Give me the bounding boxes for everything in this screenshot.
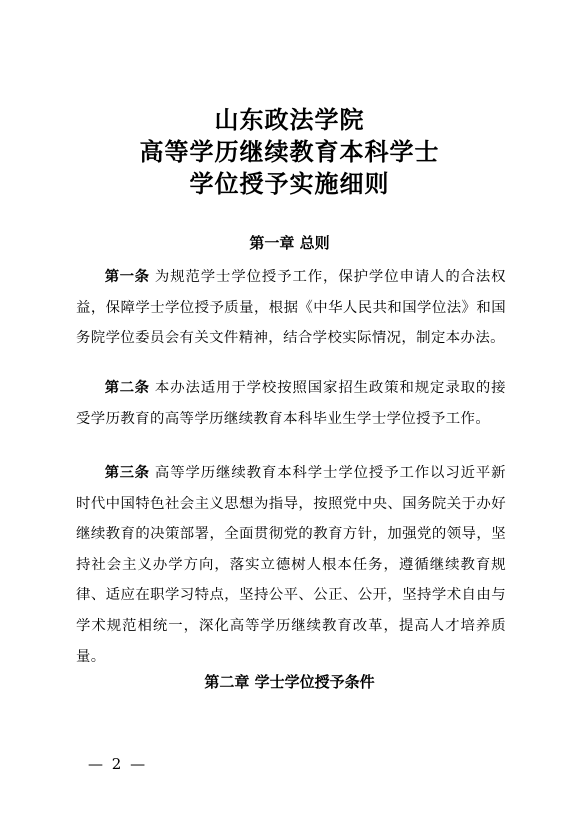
article-3-text: 高等学历继续教育本科学士学位授予工作以习近平新时代中国特色社会主义思想为指导，按照党中央、国务院关于办好继续教育的决策部署，全面贯彻党的教育方针，加强党的领导，坚持社会主义办学方向，落实立德树人根本任务，遵循继续教育规律、适应在职学习特点，坚持公平、公正、公开，坚持学术自由与学术规范相统一，深化高等学历继续教育改革，提高人才培养质量。 (76, 465, 506, 665)
article-1-label: 第一条 (104, 269, 150, 285)
article-2-text: 本办法适用于学校按照国家招生政策和规定录取的接受学历教育的高等学历继续教育本科毕业生学士学位授予工作。 (76, 380, 506, 427)
title-line-program: 高等学历继续教育本科学士 (139, 137, 440, 166)
title-line-subject: 学位授予实施细则 (189, 169, 390, 198)
chapter-1-heading: 第一章 总则 (249, 234, 330, 252)
article-3 (76, 458, 506, 672)
article-1-text: 为规范学士学位授予工作，保护学位申请人的合法权益，保障学士学位授予质量，根据《中华人民共和国学位法》和国务院学位委员会有关文件精神，结合学校实际情况，制定本办法。 (76, 269, 506, 347)
article-3-label: 第三条 (104, 465, 150, 481)
article-2 (76, 373, 506, 434)
article-2-label: 第二条 (104, 380, 150, 396)
title-line-institution: 山东政法学院 (214, 105, 365, 134)
page-number: — 2 — (88, 755, 148, 773)
document-title (0, 104, 579, 200)
chapter-2-heading: 第二章 学士学位授予条件 (204, 673, 375, 691)
article-1 (76, 262, 506, 354)
